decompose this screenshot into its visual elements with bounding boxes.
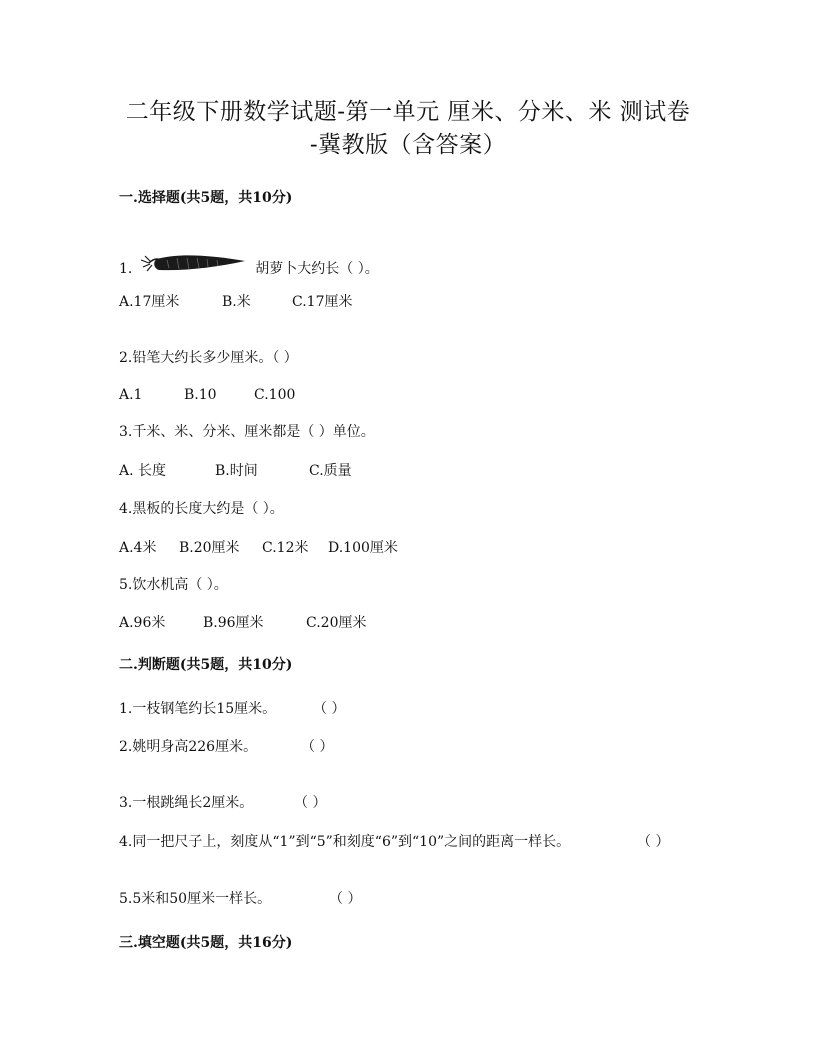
option-c: C.质量 — [309, 463, 352, 479]
options-choice-2 — [119, 387, 295, 403]
question-text: 5.5米和50厘米一样长。 — [119, 891, 272, 907]
question-judgment-5 — [119, 888, 361, 908]
option-d: D.100厘米 — [328, 540, 398, 556]
question-text: 3.一根跳绳长2厘米。 — [119, 795, 254, 811]
section-heading-choice: 一.选择题(共5题，共10分) — [119, 190, 293, 206]
carrot-icon — [139, 251, 247, 281]
question-judgment-1 — [119, 698, 345, 718]
section-heading-judgment: 二.判断题(共5题，共10分) — [119, 657, 293, 673]
answer-paren: （ ） — [294, 795, 327, 811]
option-b: B.10 — [184, 387, 217, 403]
option-b: B.米 — [222, 294, 251, 310]
question-choice-4: 4.黑板的长度大约是（ ）。 — [119, 501, 284, 517]
option-b: B.20厘米 — [179, 540, 240, 556]
option-c: C.100 — [254, 387, 296, 403]
question-text: 4.同一把尺子上，刻度从“1”到“5”和刻度“6”到“10”之间的距离一样长。 — [119, 834, 571, 850]
answer-paren: （ ） — [301, 739, 334, 755]
answer-paren: （ ） — [329, 891, 362, 907]
option-c: C.12米 — [262, 540, 309, 556]
options-choice-4 — [119, 537, 398, 557]
question-choice-3: 3.千米、米、分米、厘米都是（ ）单位。 — [119, 424, 375, 440]
question-judgment-2 — [119, 736, 333, 756]
title-line-1: 二年级下册数学试题-第一单元 厘米、分米、米 测试卷 — [125, 99, 691, 125]
option-a: A.4米 — [119, 540, 157, 556]
title-line-2: -冀教版（含答案） — [309, 132, 507, 158]
options-choice-3 — [119, 460, 352, 480]
option-b: B.96厘米 — [203, 615, 264, 631]
options-choice-1 — [119, 291, 352, 311]
option-c: C.17厘米 — [292, 294, 353, 310]
option-a: A.1 — [119, 387, 143, 403]
question-choice-2: 2.铅笔大约长多少厘米。（ ） — [119, 350, 298, 366]
option-a: A. 长度 — [119, 463, 167, 479]
question-judgment-4 — [119, 831, 669, 851]
question-text: 1.一枝钢笔约长15厘米。 — [119, 701, 277, 717]
option-c: C.20厘米 — [306, 615, 367, 631]
question-choice-5: 5.饮水机高（ ）。 — [119, 577, 228, 593]
options-choice-5 — [119, 612, 366, 632]
option-a: A.17厘米 — [119, 294, 180, 310]
question-text: 胡萝卜大约长（ ）。 — [255, 261, 379, 277]
answer-paren: （ ） — [637, 834, 670, 850]
section-heading-fill-blank: 三.填空题(共5题，共16分) — [119, 935, 293, 951]
document-title — [80, 96, 736, 162]
option-b: B.时间 — [215, 463, 258, 479]
question-judgment-3 — [119, 792, 326, 812]
option-a: A.96米 — [119, 615, 166, 631]
question-choice-1 — [119, 251, 379, 281]
question-text: 2.姚明身高226厘米。 — [119, 739, 258, 755]
answer-paren: （ ） — [313, 701, 346, 717]
question-number: 1. — [119, 261, 133, 277]
